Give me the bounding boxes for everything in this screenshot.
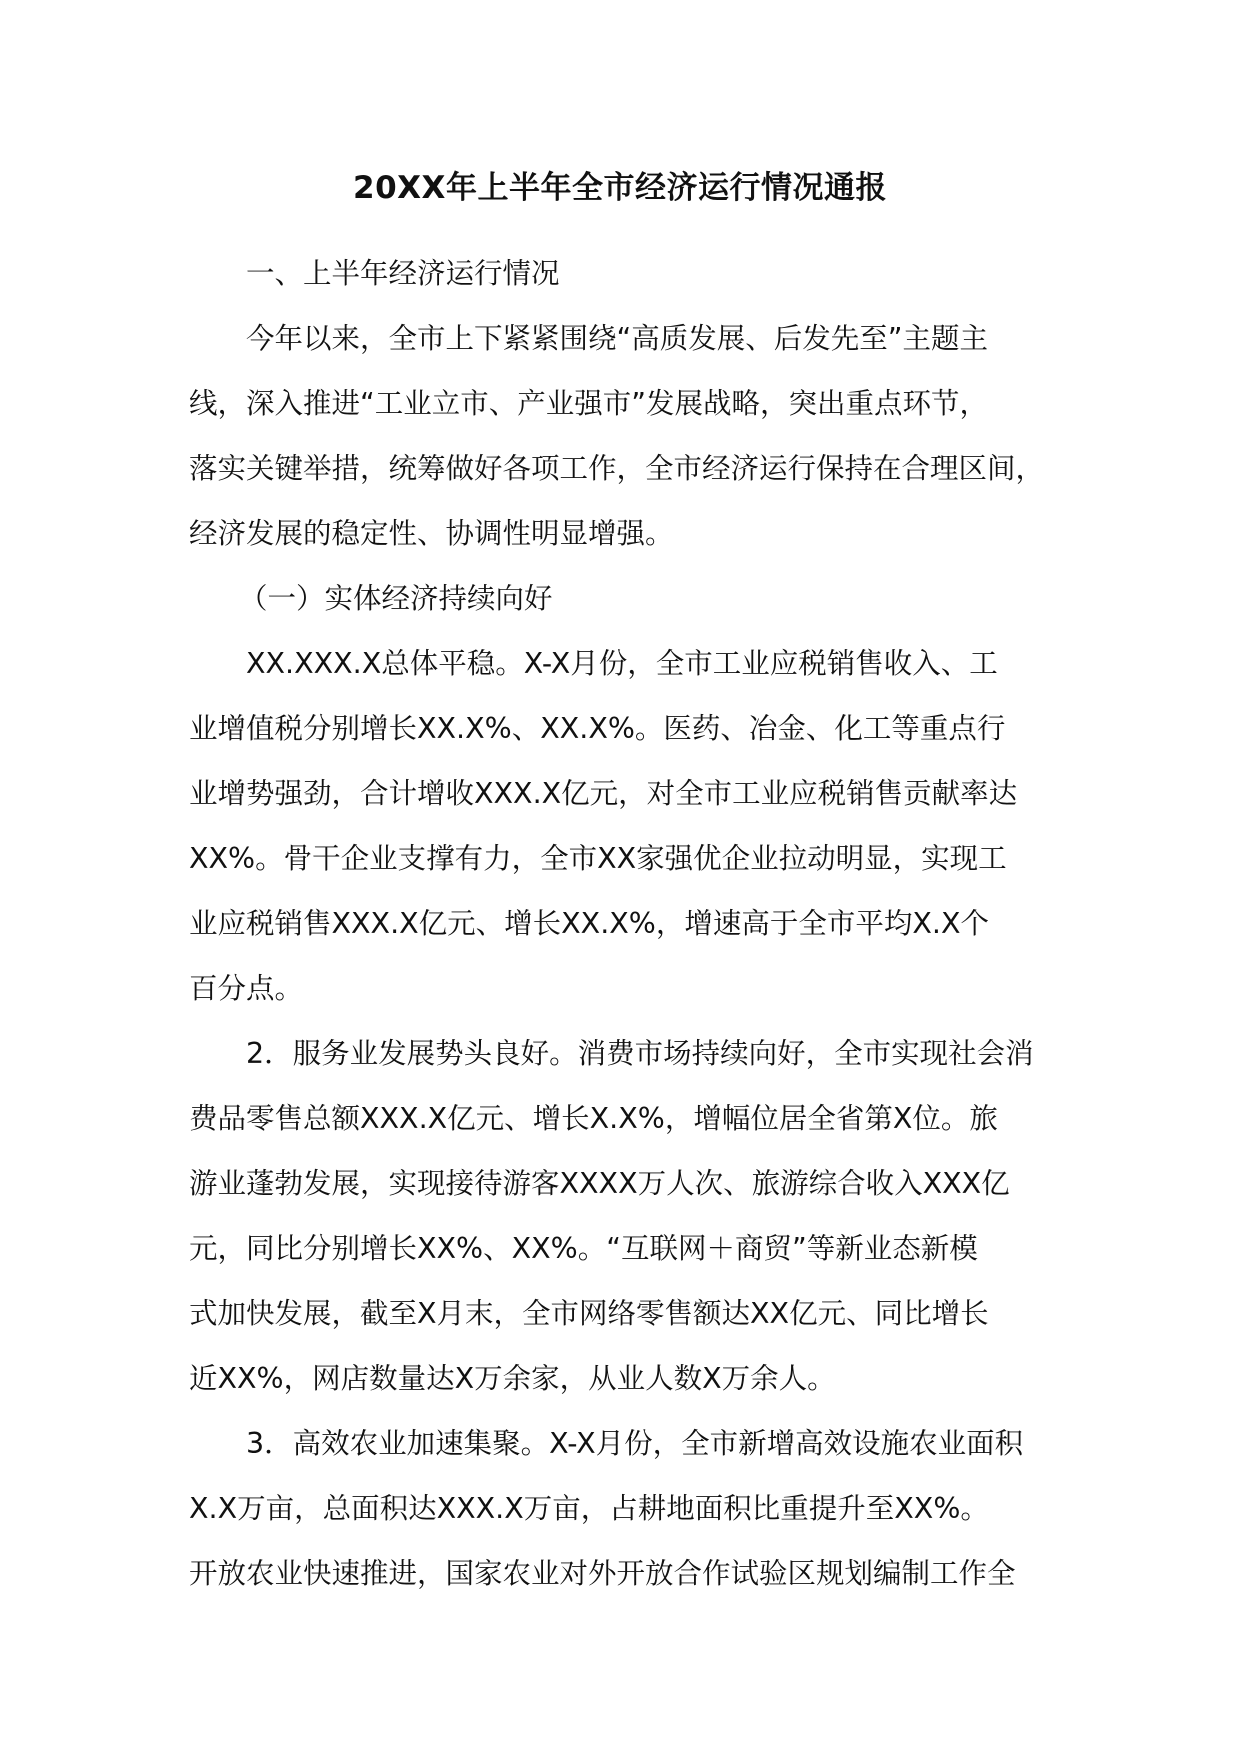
paragraph-line: X.X万亩，总面积达XXX.X万亩，占耕地面积比重提升至XX%。 xyxy=(189,1492,989,1525)
paragraph-line: 今年以来，全市上下紧紧围绕“高质发展、后发先至”主题主 xyxy=(246,322,989,355)
paragraph-line: 3．高效农业加速集聚。X-X月份，全市新增高效设施农业面积 xyxy=(246,1427,1024,1460)
paragraph-line: 业应税销售XXX.X亿元、增长XX.X%，增速高于全市平均X.X个 xyxy=(189,907,989,940)
paragraph-line: 元，同比分别增长XX%、XX%。“互联网＋商贸”等新业态新模 xyxy=(189,1232,978,1265)
paragraph-line: 近XX%，网店数量达X万余家，从业人数X万余人。 xyxy=(189,1362,836,1395)
paragraph-line: 经济发展的稳定性、协调性明显增强。 xyxy=(189,517,674,550)
paragraph-line: 开放农业快速推进，国家农业对外开放合作试验区规划编制工作全 xyxy=(189,1557,1016,1590)
paragraph-line: 落实关键举措，统筹做好各项工作，全市经济运行保持在合理区间， xyxy=(189,452,1045,485)
paragraph-line: 式加快发展，截至X月末，全市网络零售额达XX亿元、同比增长 xyxy=(189,1297,989,1330)
paragraph-line: 线，深入推进“工业立市、产业强市”发展战略，突出重点环节， xyxy=(189,387,989,420)
paragraph-line: XX.XXX.X总体平稳。X-X月份，全市工业应税销售收入、工 xyxy=(246,647,998,680)
section-heading: 一、上半年经济运行情况 xyxy=(246,257,560,290)
paragraph-line: XX%。骨干企业支撑有力，全市XX家强优企业拉动明显，实现工 xyxy=(189,842,1007,875)
paragraph-line: 2．服务业发展势头良好。消费市场持续向好，全市实现社会消 xyxy=(246,1037,1034,1070)
subsection-heading: （一）实体经济持续向好 xyxy=(239,582,553,615)
paragraph-line: 百分点。 xyxy=(189,972,304,1005)
document-body xyxy=(189,241,1089,1606)
paragraph-line: 游业蓬勃发展，实现接待游客XXXX万人次、旅游综合收入XXX亿 xyxy=(189,1167,1010,1200)
paragraph-line: 业增势强劲，合计增收XXX.X亿元，对全市工业应税销售贡献率达 xyxy=(189,777,1018,810)
paragraph-line: 业增值税分别增长XX.X%、XX.X%。医药、冶金、化工等重点行 xyxy=(189,712,1006,745)
paragraph-line: 费品零售总额XXX.X亿元、增长X.X%，增幅位居全省第X位。旅 xyxy=(189,1102,998,1135)
document-title: 20XX年上半年全市经济运行情况通报 xyxy=(353,170,887,206)
